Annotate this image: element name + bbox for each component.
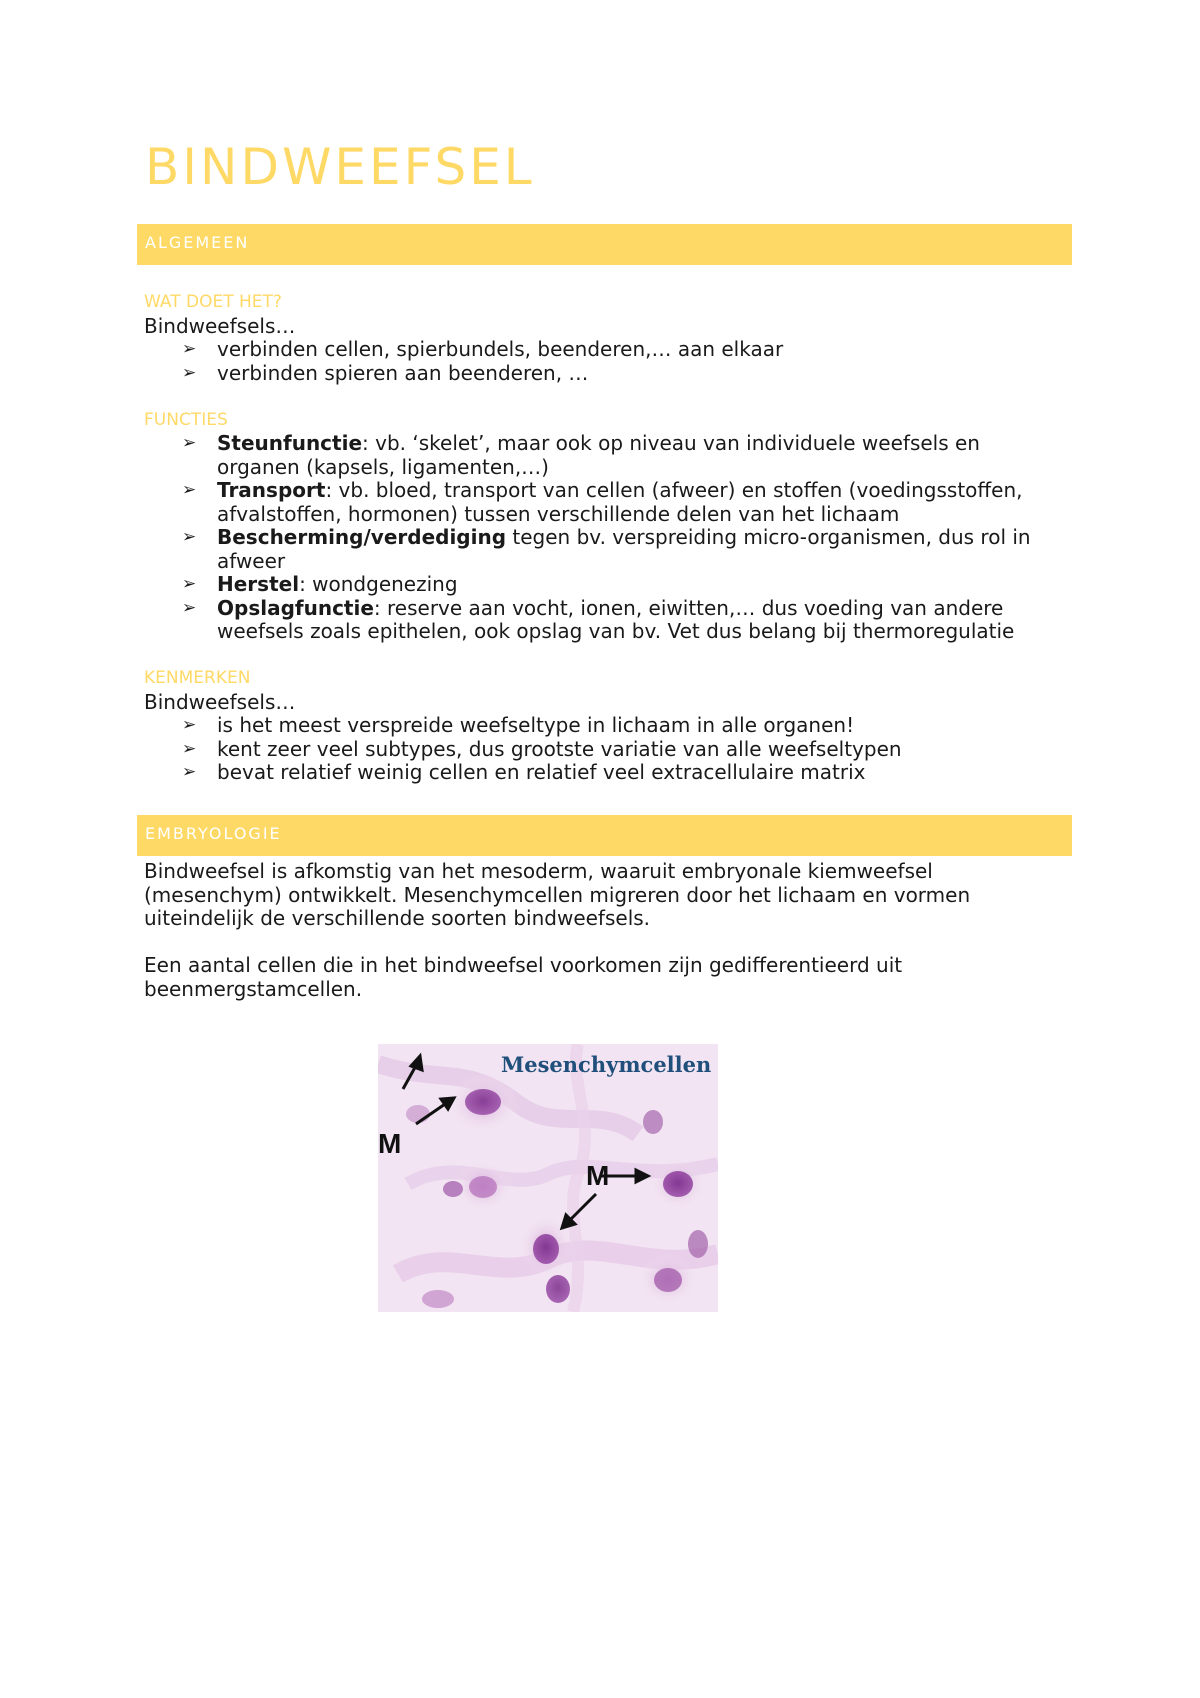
intro-text: Bindweefsels… [144, 689, 296, 714]
mesenchym-micrograph [378, 1044, 718, 1312]
subheading-kenmerken: KENMERKEN [144, 668, 251, 688]
document-title: BINDWEEFSEL [145, 138, 535, 196]
figure-caption: Mesenchymcellen [501, 1052, 712, 1077]
arrowhead-bullet-icon: ➢ [182, 480, 197, 500]
list-item: ➢ bevat relatief weinig cellen en relatief veel extracellulaire matrix [182, 760, 866, 784]
section-header-label: EMBRYOLOGIE [145, 824, 282, 843]
section-body-embryologie [144, 860, 1064, 1001]
wat-doet-het-list [144, 338, 1064, 385]
arrowhead-bullet-icon: ➢ [182, 738, 197, 759]
arrowhead-bullet-icon: ➢ [182, 339, 197, 359]
term: Bescherming/verdediging [217, 525, 507, 549]
arrowhead-bullet-icon: ➢ [182, 362, 197, 383]
micrograph-illustration [378, 1044, 718, 1312]
section-header-label: ALGEMEEN [145, 233, 250, 252]
list-item: ➢ verbinden spieren aan beenderen, … [182, 360, 589, 385]
list-item: ➢ Herstel: wondgenezing [182, 572, 458, 596]
functies-list [144, 432, 1064, 644]
subheading-functies: FUNCTIES [144, 409, 228, 430]
figure-label-m: M [586, 1160, 610, 1191]
subheading-wat-doet-het: WAT DOET HET? [144, 292, 282, 312]
arrowhead-bullet-icon: ➢ [182, 527, 197, 547]
list-item: ➢ Opslagfunctie: reserve aan vocht, ionen, eiwitten,… dus voeding van andere weefsels zoals epithelen, ook opslag van bv. Vet dus belang bij thermoregulatie [182, 595, 1015, 643]
paragraph: Een aantal cellen die in het bindweefsel voorkomen zijn gedifferentieerd uit beenmergstamcellen. [144, 953, 903, 1001]
term: Herstel [217, 572, 300, 596]
list-item: ➢ Bescherming/verdediging tegen bv. verspreiding micro-organismen, dus rol in afweer [182, 525, 1031, 573]
term: Opslagfunctie [217, 595, 374, 620]
intro-text: Bindweefsels… [144, 313, 296, 338]
section-header-algemeen [137, 224, 1072, 265]
figure-label-m: M [378, 1128, 402, 1159]
arrowhead-bullet-icon: ➢ [182, 597, 197, 618]
list-item: ➢ kent zeer veel subtypes, dus grootste variatie van alle weefseltypen [182, 736, 902, 761]
arrowhead-bullet-icon: ➢ [182, 433, 197, 453]
list-item: ➢ is het meest verspreide weefseltype in lichaam in alle organen! [182, 713, 855, 737]
section-body-algemeen [144, 291, 1064, 785]
term: Steunfunctie [217, 431, 363, 455]
list-item: ➢ Steunfunctie: vb. ‘skelet’, maar ook op niveau van individuele weefsels en organen (kapsels, ligamenten,…) [182, 431, 980, 479]
arrowhead-bullet-icon: ➢ [182, 715, 197, 735]
arrowhead-bullet-icon: ➢ [182, 574, 197, 594]
section-header-embryologie [137, 815, 1072, 856]
kenmerken-list [144, 714, 1064, 785]
paragraph: Bindweefsel is afkomstig van het mesoderm, waaruit embryonale kiemweefsel (mesenchym) ontwikkelt. Mesenchymcellen migreren door het lichaam en vormen uiteindelijk de verschillende soorten bindweefsels. [144, 859, 971, 930]
term: Transport [217, 478, 326, 502]
arrowhead-bullet-icon: ➢ [182, 762, 197, 782]
list-item: ➢ Transport: vb. bloed, transport van cellen (afweer) en stoffen (voedingsstoffen, afvalstoffen, hormonen) tussen verschillende delen van het lichaam [182, 478, 1023, 526]
list-item: ➢ verbinden cellen, spierbundels, beenderen,… aan elkaar [182, 337, 784, 361]
